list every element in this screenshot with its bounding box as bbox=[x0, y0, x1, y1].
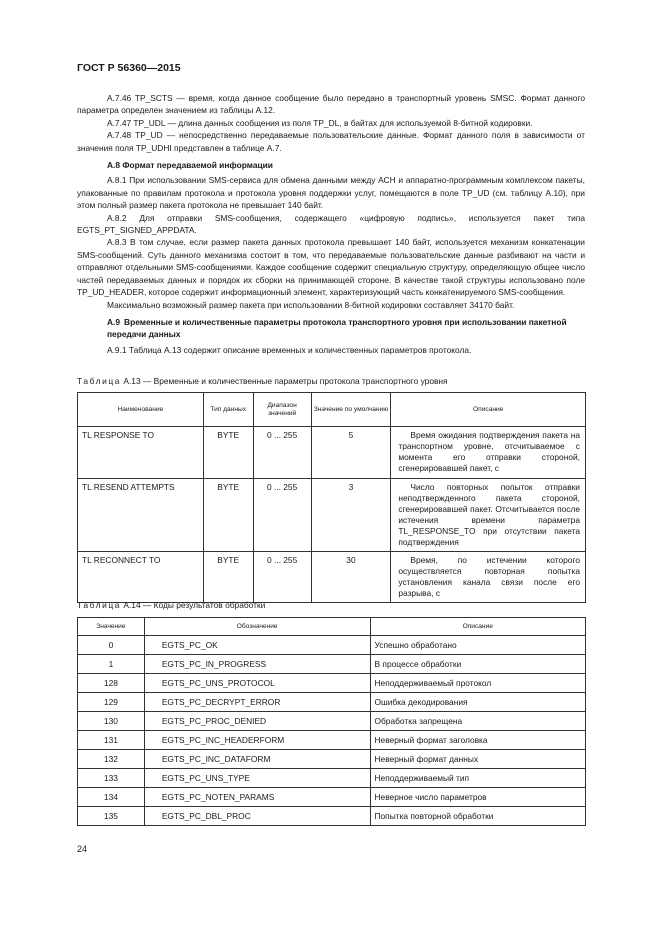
cell-default: 30 bbox=[311, 552, 391, 603]
cell-value: 130 bbox=[78, 712, 145, 731]
cell-range: 0 ... 255 bbox=[253, 552, 311, 603]
paragraph: А.9.1 Таблица А.13 содержит описание временных и количественных параметров протокола. bbox=[107, 344, 472, 355]
cell-value: 133 bbox=[78, 769, 145, 788]
paragraph: А.8.2 Для отправки SMS-сообщения, содержащего «цифровую подпись», используется пакет типа EGTS_PT_SIGNED_APPDATA. bbox=[77, 212, 585, 236]
column-header: Наименование bbox=[78, 393, 204, 427]
cell-description: Неверный формат данных bbox=[370, 750, 586, 769]
cell-default: 5 bbox=[311, 427, 391, 479]
cell-description: В процессе обработки bbox=[370, 655, 586, 674]
cell-description: Время ожидания подтверждения пакета на транспортном уровне, отсчитываемое с момента его отправки стороной, сгенерировавшей пакет, с bbox=[391, 427, 586, 479]
caption-label: Таблица bbox=[77, 376, 122, 386]
paragraph: A.7.46 TP_SCTS — время, когда данное сообщение было передано в транспортный уровень SMSC. Формат данного параметра определен значением из таблицы А.12. bbox=[77, 93, 585, 116]
cell-description: Число повторных попыток отправки неподтвержденного пакета стороной, сгенерировавшей пакет. Отсчитывается после истечения времени параметра TL_RESPONSE_TO при отсутствии пакета подтверждения bbox=[391, 479, 586, 552]
page-number: 24 bbox=[77, 844, 88, 854]
paragraph: A.7.48 TP_UD — непосредственно передаваемые пользовательские данные. Формат данного поля в зависимости от значения поля TP_UDHI представлен в таблице А.7. bbox=[77, 130, 585, 153]
cell-type: BYTE bbox=[203, 479, 253, 552]
table-row bbox=[78, 731, 586, 750]
table-row bbox=[78, 807, 586, 826]
table-a13 bbox=[77, 392, 586, 603]
column-header: Обозначение bbox=[144, 618, 370, 636]
cell-designation: EGTS_PC_INC_HEADERFORM bbox=[144, 731, 370, 750]
body-text-top bbox=[77, 92, 585, 356]
table-row bbox=[78, 693, 586, 712]
table-row bbox=[78, 427, 586, 479]
table-row bbox=[78, 636, 586, 655]
table-row bbox=[78, 655, 586, 674]
cell-value: 131 bbox=[78, 731, 145, 750]
cell-value: 0 bbox=[78, 636, 145, 655]
table-row bbox=[78, 479, 586, 552]
table-row bbox=[78, 552, 586, 603]
paragraph: А.8.1 При использовании SMS-сервиса для обмена данными между АСН и аппаратно-программным комплексом пакеты, упакованные по правилам протокола и протокола уровня поддержки услуг, помещаются в поле TP_UD (см. таблицу А.10), при этом полный размер пакета протокола не превышает 140 байт. bbox=[77, 175, 585, 211]
table-a14 bbox=[77, 617, 586, 826]
column-header: Диапазон значений bbox=[253, 393, 311, 427]
section-number: А.9 bbox=[107, 316, 121, 327]
cell-value: 132 bbox=[78, 750, 145, 769]
caption-label: Таблица bbox=[77, 600, 122, 610]
table-a13-caption bbox=[77, 376, 448, 386]
column-header: Значение по умолчанию bbox=[311, 393, 391, 427]
cell-designation: EGTS_PC_UNS_PROTOCOL bbox=[144, 674, 370, 693]
column-header: Описание bbox=[391, 393, 586, 427]
cell-description: Время, по истечении которого осуществляется повторная попытка установления канала связи после его разрыва, с bbox=[391, 552, 586, 603]
cell-range: 0 ... 255 bbox=[253, 427, 311, 479]
cell-designation: EGTS_PC_PROC_DENIED bbox=[144, 712, 370, 731]
table-a14-caption bbox=[77, 600, 265, 610]
cell-value: 128 bbox=[78, 674, 145, 693]
cell-designation: EGTS_PC_DBL_PROC bbox=[144, 807, 370, 826]
cell-designation: EGTS_PC_UNS_TYPE bbox=[144, 769, 370, 788]
column-header: Тип данных bbox=[203, 393, 253, 427]
cell-description: Неподдерживаемый тип bbox=[370, 769, 586, 788]
cell-range: 0 ... 255 bbox=[253, 479, 311, 552]
cell-designation: EGTS_PC_IN_PROGRESS bbox=[144, 655, 370, 674]
cell-name: TL RESPONSE TO bbox=[78, 427, 204, 479]
cell-designation: EGTS_PC_NOTEN_PARAMS bbox=[144, 788, 370, 807]
cell-value: 1 bbox=[78, 655, 145, 674]
table-row bbox=[78, 788, 586, 807]
section-title: Временные и количественные параметры протокола транспортного уровня при использовании пакетной передачи данных bbox=[107, 316, 567, 340]
cell-value: 129 bbox=[78, 693, 145, 712]
cell-description: Неверный формат заголовка bbox=[370, 731, 586, 750]
cell-name: TL RECONNECT TO bbox=[78, 552, 204, 603]
cell-type: BYTE bbox=[203, 552, 253, 603]
table-row bbox=[78, 712, 586, 731]
section-heading-a9 bbox=[77, 316, 585, 341]
document-header: ГОСТ Р 56360—2015 bbox=[77, 62, 181, 74]
cell-name: TL RESEND ATTEMPTS bbox=[78, 479, 204, 552]
cell-description: Ошибка декодирования bbox=[370, 693, 586, 712]
cell-value: 134 bbox=[78, 788, 145, 807]
paragraph: А.8.3 В том случае, если размер пакета данных протокола превышает 140 байт, используется механизм конкатенации SMS-сообщений. Суть данного механизма состоит в том, что передаваемые пользовательские данные разбивают на части и отправляют отдельными SMS-сообщениями. Каждое сообщение содержит специальную структуру, определяющую общее число частей передаваемых данных и порядок их сборки на принимающей стороне. В качестве такой структуры использовано поле TP_UD_HEADER, которое содержит информационный элемент, характеризующий часть конкатенируемого SMS-сообщения. bbox=[77, 237, 585, 298]
cell-designation: EGTS_PC_OK bbox=[144, 636, 370, 655]
cell-designation: EGTS_PC_INC_DATAFORM bbox=[144, 750, 370, 769]
caption-text: А.14 — Коды результатов обработки bbox=[121, 600, 266, 610]
cell-description: Успешно обработано bbox=[370, 636, 586, 655]
cell-description: Неверное число параметров bbox=[370, 788, 586, 807]
cell-designation: EGTS_PC_DECRYPT_ERROR bbox=[144, 693, 370, 712]
table-row bbox=[78, 769, 586, 788]
caption-text: А.13 — Временные и количественные параметры протокола транспортного уровня bbox=[121, 376, 448, 386]
table-row bbox=[78, 750, 586, 769]
cell-description: Неподдерживаемый протокол bbox=[370, 674, 586, 693]
cell-description: Обработка запрещена bbox=[370, 712, 586, 731]
column-header: Описание bbox=[370, 618, 586, 636]
paragraph: Максимально возможный размер пакета при использовании 8-битной кодировки составляет 34170 байт. bbox=[107, 299, 515, 310]
section-heading-a8: А.8 Формат передаваемой информации bbox=[107, 160, 273, 171]
cell-default: 3 bbox=[311, 479, 391, 552]
cell-type: BYTE bbox=[203, 427, 253, 479]
paragraph: A.7.47 TP_UDL — длина данных сообщения из поля TP_DL, в байтах для используемой 8-битной кодировки. bbox=[107, 117, 533, 128]
cell-description: Попытка повторной обработки bbox=[370, 807, 586, 826]
table-row bbox=[78, 674, 586, 693]
column-header: Значение bbox=[78, 618, 145, 636]
cell-value: 135 bbox=[78, 807, 145, 826]
